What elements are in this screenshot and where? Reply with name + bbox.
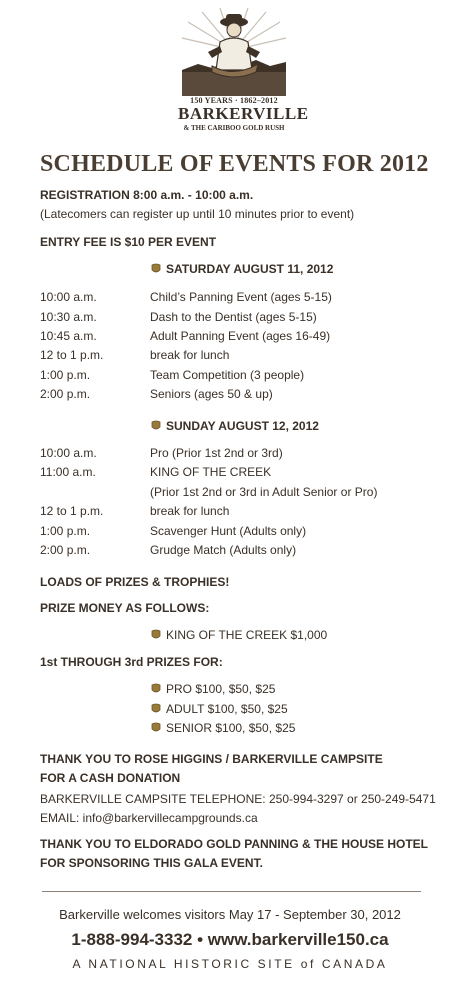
logo-subtitle: & THE CARIBOO GOLD RUSH [183,124,285,132]
sunday-heading: SUNDAY AUGUST 12, 2012 [166,419,319,433]
entry-fee: ENTRY FEE IS $10 PER EVENT [40,235,217,249]
gold-nugget-icon [151,629,161,640]
registration-time: REGISTRATION 8:00 a.m. - 10:00 a.m. [40,188,254,202]
saturday-heading: SATURDAY AUGUST 11, 2012 [166,262,334,276]
saturday-event: Team Competition (3 people) [150,368,305,382]
sunday-time: 12 to 1 p.m. [40,504,104,518]
sunday-event: KING OF THE CREEK [150,465,272,479]
sunday-event: break for lunch [150,504,230,518]
footer-contact: 1-888-994-3332 • www.barkerville150.ca [71,930,389,949]
campsite-email: EMAIL: info@barkervillecampgrounds.ca [40,811,258,825]
sunday-time: 10:00 a.m. [40,446,97,460]
sunday-time: 11:00 a.m. [40,465,96,479]
saturday-event: Child’s Panning Event (ages 5-15) [150,290,332,304]
logo-name: BARKERVILLE [178,104,309,123]
sunday-event: Scavenger Hunt (Adults only) [150,524,307,538]
prizes-heading: 1st THROUGH 3rd PRIZES FOR: [40,655,223,669]
footer-welcome: Barkerville welcomes visitors May 17 - September 30, 2012 [59,907,401,922]
prize-item: SENIOR $100, $50, $25 [166,721,296,735]
thanks-donation: FOR A CASH DONATION [40,771,181,785]
saturday-event: break for lunch [150,348,230,362]
gold-nugget-icon [151,722,161,733]
thanks-donation: THANK YOU TO ROSE HIGGINS / BARKERVILLE CAMPSITE [40,752,383,766]
prospector-logo [178,8,290,104]
campsite-phone: BARKERVILLE CAMPSITE TELEPHONE: 250-994-3297 or 250-249-5471 [40,792,436,806]
thanks-sponsors: THANK YOU TO ELDORADO GOLD PANNING & THE HOUSE HOTEL [40,837,429,851]
prize-item: PRO $100, $50, $25 [166,682,276,696]
latecomers-note: (Latecomers can register up until 10 minutes prior to event) [40,207,355,221]
gold-nugget-icon [151,263,161,274]
sunday-event: (Prior 1st 2nd or 3rd in Adult Senior or Pro) [150,485,378,499]
sunday-time: 2:00 p.m. [40,543,91,557]
page-title: SCHEDULE OF EVENTS FOR 2012 [40,151,429,177]
logo-years: 150 YEARS · 1862–2012 [190,96,278,105]
thanks-sponsors: FOR SPONSORING THIS GALA EVENT. [40,856,263,870]
king-prize: KING OF THE CREEK $1,000 [166,628,328,642]
saturday-event: Seniors (ages 50 & up) [150,387,273,401]
saturday-time: 12 to 1 p.m. [40,348,104,362]
saturday-time: 10:00 a.m. [40,290,97,304]
prizes-trophies: LOADS OF PRIZES & TROPHIES! [40,575,230,589]
gold-nugget-icon [151,420,161,431]
saturday-event: Adult Panning Event (ages 16-49) [150,329,331,343]
saturday-time: 10:30 a.m. [40,310,97,324]
footer-heritage: A NATIONAL HISTORIC SITE of CANADA [72,957,388,971]
gold-nugget-icon [151,703,161,714]
saturday-time: 2:00 p.m. [40,387,91,401]
prize-item: ADULT $100, $50, $25 [166,702,288,716]
saturday-time: 1:00 p.m. [40,368,91,382]
saturday-time: 10:45 a.m. [40,329,97,343]
sunday-event: Grudge Match (Adults only) [150,543,297,557]
saturday-event: Dash to the Dentist (ages 5-15) [150,310,317,324]
sunday-time: 1:00 p.m. [40,524,91,538]
sunday-event: Pro (Prior 1st 2nd or 3rd) [150,446,283,460]
gold-nugget-icon [151,683,161,694]
divider [42,891,421,892]
prize-money-heading: PRIZE MONEY AS FOLLOWS: [40,601,210,615]
